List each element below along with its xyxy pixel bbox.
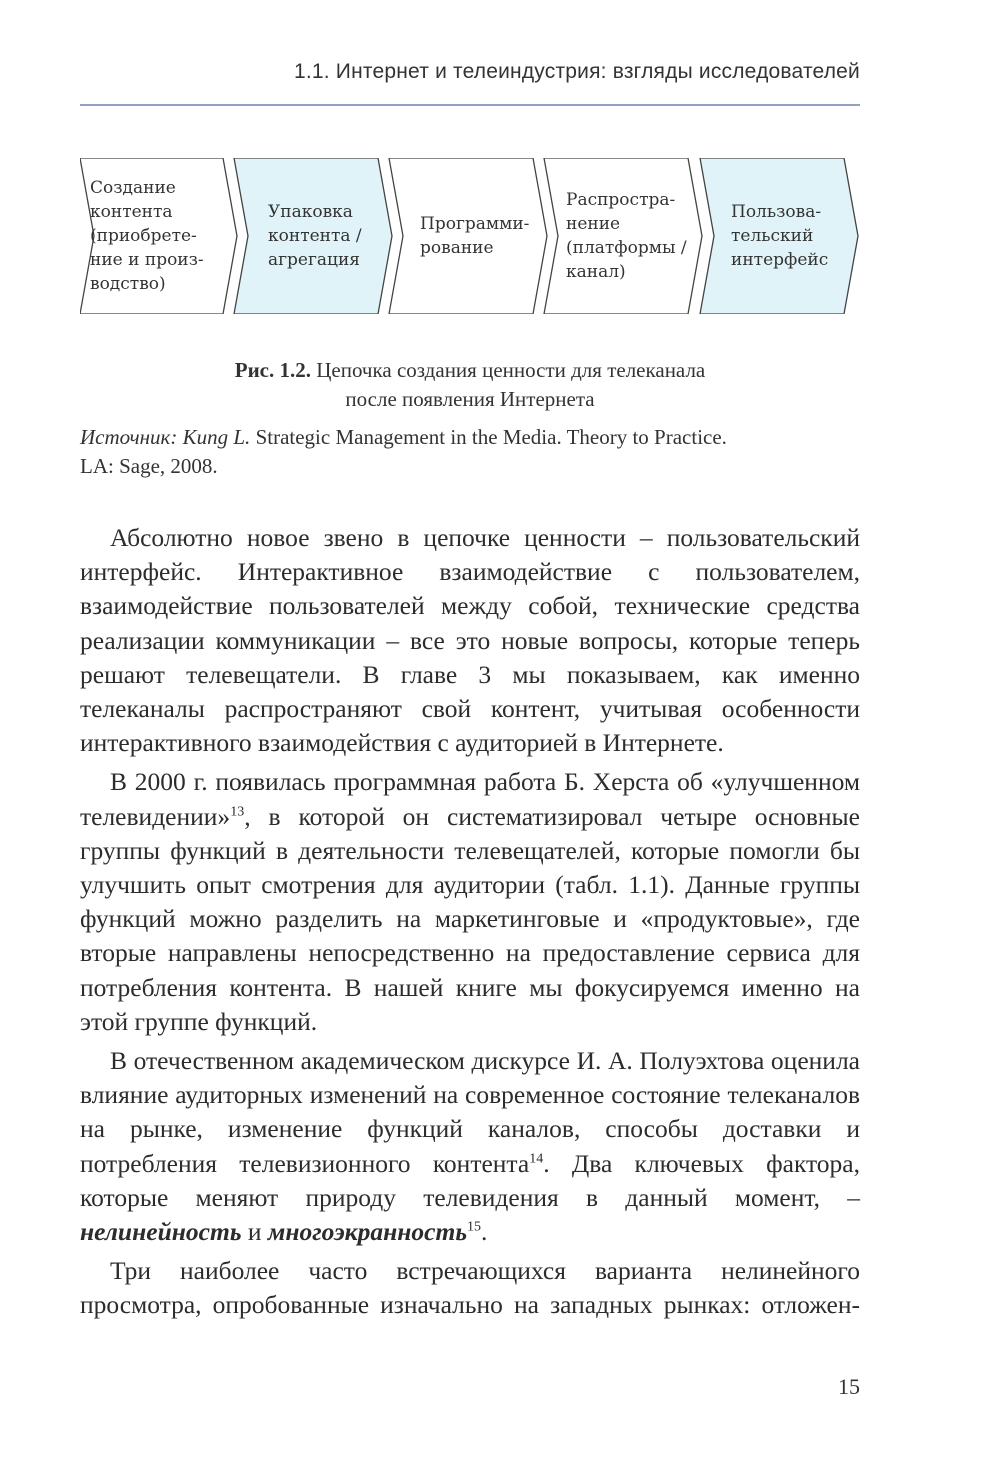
figure-source xyxy=(80,423,860,481)
running-head: 1.1. Интернет и телеиндустрия: взгляды исследователей xyxy=(293,60,860,83)
source-label: Источник: xyxy=(80,425,178,449)
body-text xyxy=(80,521,860,1328)
emphasis-nonlinearity: нелинейность xyxy=(80,1217,242,1247)
figure-caption-line-2: после появления Интернета xyxy=(345,387,595,411)
chevron-step-5-label: Пользова- тельский интерфейс xyxy=(731,202,829,270)
paragraph-4: Три наиболее часто встречающихся варианта нелинейного просмотра, опробованные изначально на западных рынках: отложен- xyxy=(80,1256,860,1320)
footnote-ref-14[interactable]: 14 xyxy=(529,1151,544,1167)
header-rule xyxy=(80,104,860,106)
footnote-ref-15[interactable]: 15 xyxy=(466,1219,481,1235)
figure-caption xyxy=(80,356,860,414)
paragraph-3: В отечественном академическом дискурсе И. А. Полуэхтова оценила влияние аудиторных изменений на современное состояние телеканалов на рынке, изменение функций каналов, способы доставки и потребления телевизионного контента$^{14}$. Два ключевых фактора, которые меняют природу телевидения в данный момент, – нелинейность и многоэкранность$^{15}$. xyxy=(80,1046,860,1247)
paragraph-2: В 2000 г. появилась программная работа Б. Херста об «улучшенном телевидении»$^{13}$, в которой он систематизировал четыре основные группы функций в деятельности телевещателей, которые помогли бы улучшить опыт смотрения для аудитории (табл. 1.1). Данные группы функций можно разделить на маркетинговые и «продуктовые», где вторые направлены непосредственно на предоставление сервиса для потребления контента. В нашей книге мы фокусируемся именно на этой группе функций. xyxy=(80,767,860,1036)
footnote-ref-13[interactable]: 13 xyxy=(230,804,245,820)
value-chain-diagram xyxy=(80,158,860,314)
source-title: Strategic Management in the Media. Theory to Practice. xyxy=(255,425,727,449)
chevron-step-1-label: Создание контента (приобрете- ние и произ- водство) xyxy=(90,178,204,294)
paragraph-1: Абсолютно новое звено в цепочке ценности – пользовательский интерфейс. Интерактивное взаимодействие с пользователем, взаимодействие пользователей между собой, технические средства реализации коммуникации – все это новые вопросы, которые теперь решают телевещатели. В главе 3 мы показываем, как именно телеканалы распространяют свой контент, учитывая особенности интерактивного взаимодействия с аудиторией в Интернете. xyxy=(80,523,860,758)
page-number: 15 xyxy=(838,1374,860,1399)
source-author: Kung L. xyxy=(182,425,251,449)
figure-caption-line-1: Цепочка создания ценности для телеканала xyxy=(316,358,706,382)
chevron-step-4-label: Распростра- нение (платформы / канал) xyxy=(566,190,687,282)
source-publisher: LA: Sage, 2008. xyxy=(80,454,218,478)
figure-label: Рис. 1.2. xyxy=(234,358,311,382)
chevron-step-2-label: Упаковка контента / агрегация xyxy=(268,202,362,270)
emphasis-multiscreen: многоэкранность xyxy=(267,1217,467,1247)
chevron-step-3-label: Программи- рование xyxy=(420,214,530,258)
